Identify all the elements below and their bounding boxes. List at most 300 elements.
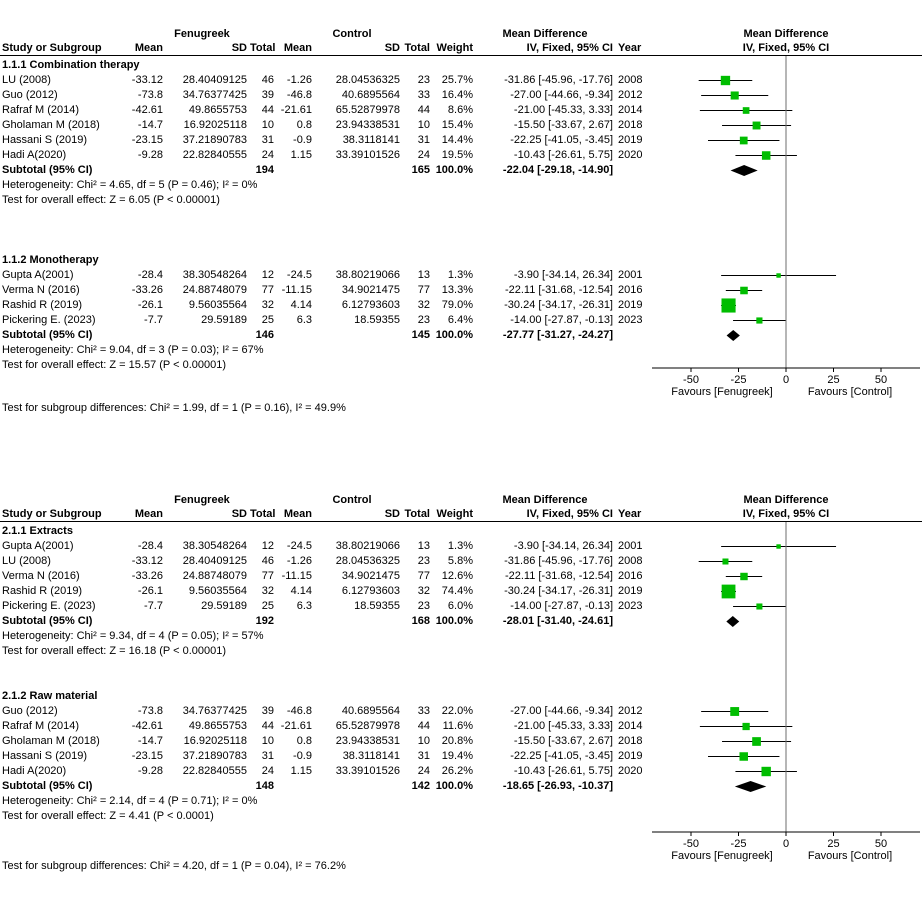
subtotal-md-ci: -18.65 [-26.93, -10.37]	[502, 780, 613, 792]
control-sd: 38.80219066	[335, 269, 400, 281]
axis-tick-label: -25	[730, 838, 747, 850]
md-ci: -27.00 [-44.66, -9.34]	[510, 89, 613, 101]
effect-marker	[776, 544, 780, 548]
study-name: Pickering E. (2023)	[2, 600, 96, 612]
col-fenugreek-mean: Mean	[134, 508, 163, 520]
col-weight: Weight	[436, 42, 473, 54]
md-ci: -15.50 [-33.67, 2.67]	[513, 119, 613, 131]
subtotal-control-total: 145	[411, 329, 430, 341]
control-sd: 40.6895564	[341, 705, 400, 717]
study-name: Verma N (2016)	[2, 284, 80, 296]
control-total: 32	[417, 585, 430, 597]
md-ci: -22.11 [-31.68, -12.54]	[504, 570, 613, 582]
fenugreek-mean: -42.61	[131, 104, 163, 116]
fenugreek-sd: 9.56035564	[188, 299, 247, 311]
md-ci: -22.25 [-41.05, -3.45]	[510, 134, 613, 146]
effect-marker	[739, 752, 748, 761]
fenugreek-total: 46	[261, 74, 274, 86]
weight: 74.4%	[441, 585, 473, 597]
subgroup-title: 2.1.1 Extracts	[2, 525, 73, 537]
subgroup-title: 2.1.2 Raw material	[2, 690, 98, 702]
favours-left-label: Favours [Fenugreek]	[671, 850, 773, 862]
control-total: 23	[417, 74, 430, 86]
md-ci: -31.86 [-45.96, -17.76]	[504, 555, 613, 567]
forest-plot-2	[0, 494, 922, 898]
md-ci: -21.00 [-45.33, 3.33]	[513, 720, 613, 732]
year: 2019	[618, 299, 643, 311]
fenugreek-total: 25	[261, 314, 274, 326]
heterogeneity-note: Heterogeneity: Chi² = 9.34, df = 4 (P = 0.05); I² = 57%	[2, 630, 264, 642]
fenugreek-mean: -73.8	[137, 705, 163, 717]
col-fenugreek-total: Total	[250, 42, 276, 54]
year: 2008	[618, 74, 643, 86]
control-mean: -0.9	[293, 134, 312, 146]
fenugreek-total: 44	[261, 104, 274, 116]
study-name: Gholaman M (2018)	[2, 119, 100, 131]
fenugreek-total: 77	[261, 284, 274, 296]
fenugreek-mean: -33.26	[131, 284, 163, 296]
control-sd: 38.3118141	[342, 134, 400, 146]
col-group-control: Control	[332, 494, 372, 506]
control-sd: 34.9021475	[341, 570, 400, 582]
subgroup-title: 1.1.2 Monotherapy	[2, 254, 99, 266]
year: 2008	[618, 555, 643, 567]
fenugreek-mean: -26.1	[137, 585, 163, 597]
fenugreek-sd: 24.88748079	[182, 570, 247, 582]
subtotal-label: Subtotal (95% CI)	[2, 615, 93, 627]
col-fenugreek-mean: Mean	[134, 42, 163, 54]
fenugreek-total: 31	[261, 750, 274, 762]
axis-tick-label: 25	[827, 838, 840, 850]
fenugreek-sd: 38.30548264	[182, 540, 247, 552]
fenugreek-mean: -14.7	[137, 119, 163, 131]
md-ci: -31.86 [-45.96, -17.76]	[504, 74, 613, 86]
md-ci: -10.43 [-26.61, 5.75]	[513, 765, 613, 777]
study-name: Pickering E. (2023)	[2, 314, 96, 326]
fenugreek-total: 25	[261, 600, 274, 612]
control-total: 24	[417, 149, 430, 161]
control-mean: 1.15	[290, 149, 312, 161]
year: 2019	[618, 134, 643, 146]
fenugreek-mean: -7.7	[144, 600, 163, 612]
control-sd: 33.39101526	[335, 765, 400, 777]
col-year: Year	[618, 508, 642, 520]
md-ci: -3.90 [-34.14, 26.34]	[513, 540, 613, 552]
year: 2012	[618, 705, 643, 717]
control-sd: 18.59355	[354, 600, 400, 612]
effect-marker	[743, 107, 750, 114]
md-ci: -30.24 [-34.17, -26.31]	[504, 585, 613, 597]
fenugreek-total: 10	[261, 119, 274, 131]
fenugreek-sd: 49.8655753	[188, 720, 247, 732]
plot-header-mean-difference: Mean Difference	[743, 28, 829, 40]
control-sd: 23.94338531	[335, 735, 400, 747]
control-mean: -11.15	[281, 570, 312, 582]
control-sd: 18.59355	[354, 314, 400, 326]
subtotal-fenugreek-total: 146	[255, 329, 274, 341]
control-mean: -11.15	[281, 284, 312, 296]
control-total: 33	[417, 89, 430, 101]
col-ci: IV, Fixed, 95% CI	[526, 42, 613, 54]
effect-marker	[762, 151, 771, 160]
heterogeneity-note: Heterogeneity: Chi² = 9.04, df = 3 (P = 0.03); I² = 67%	[2, 344, 264, 356]
forest-graph	[0, 494, 922, 898]
year: 2019	[618, 585, 643, 597]
axis-tick-label: 0	[782, 838, 790, 850]
effect-marker	[740, 287, 748, 295]
control-sd: 40.6895564	[341, 89, 400, 101]
fenugreek-total: 44	[261, 720, 274, 732]
year: 2019	[618, 750, 643, 762]
study-name: Gholaman M (2018)	[2, 735, 100, 747]
effect-marker	[753, 122, 761, 130]
effect-marker	[756, 317, 762, 323]
favours-left-label: Favours [Fenugreek]	[671, 386, 773, 398]
fenugreek-mean: -23.15	[131, 750, 163, 762]
weight: 6.4%	[447, 314, 473, 326]
fenugreek-sd: 29.59189	[201, 600, 247, 612]
fenugreek-total: 24	[261, 149, 274, 161]
control-mean: 0.8	[296, 119, 312, 131]
effect-marker	[740, 137, 748, 145]
fenugreek-sd: 37.21890783	[182, 750, 247, 762]
forest-plot-1	[0, 28, 922, 420]
subtotal-md-ci: -22.04 [-29.18, -14.90]	[502, 164, 613, 176]
fenugreek-sd: 28.40409125	[182, 555, 247, 567]
col-fenugreek-sd: SD	[231, 508, 247, 520]
fenugreek-mean: -9.28	[137, 149, 163, 161]
control-total: 23	[417, 600, 430, 612]
fenugreek-total: 46	[261, 555, 274, 567]
effect-marker	[730, 707, 739, 716]
control-total: 31	[417, 134, 430, 146]
axis-tick-label: -50	[683, 374, 699, 386]
year: 2018	[618, 119, 643, 131]
study-name: Hassani S (2019)	[2, 134, 87, 146]
control-mean: 1.15	[290, 765, 312, 777]
col-group-mean-difference: Mean Difference	[502, 494, 588, 506]
study-name: Guo (2012)	[2, 89, 58, 101]
subtotal-control-total: 142	[411, 780, 430, 792]
control-mean: 6.3	[296, 600, 312, 612]
fenugreek-sd: 24.88748079	[182, 284, 247, 296]
fenugreek-mean: -26.1	[137, 299, 163, 311]
control-sd: 6.12793603	[341, 299, 400, 311]
control-total: 13	[417, 540, 430, 552]
effect-marker	[731, 91, 739, 99]
year: 2012	[618, 89, 643, 101]
control-sd: 28.04536325	[335, 74, 400, 86]
col-control-total: Total	[404, 42, 430, 54]
control-mean: 4.14	[290, 299, 312, 311]
study-name: Hassani S (2019)	[2, 750, 87, 762]
fenugreek-mean: -33.12	[131, 74, 163, 86]
subtotal-diamond	[731, 165, 758, 176]
control-mean: 0.8	[296, 735, 312, 747]
col-group-control: Control	[332, 28, 372, 40]
fenugreek-total: 39	[261, 89, 274, 101]
subtotal-weight: 100.0%	[435, 780, 473, 792]
fenugreek-total: 39	[261, 705, 274, 717]
col-year: Year	[618, 42, 642, 54]
subtotal-diamond	[727, 330, 740, 341]
weight: 22.0%	[441, 705, 473, 717]
subgroup-differences-note: Test for subgroup differences: Chi² = 1.99, df = 1 (P = 0.16), I² = 49.9%	[2, 402, 346, 414]
col-control-sd: SD	[384, 508, 400, 520]
weight: 8.6%	[447, 104, 473, 116]
year: 2001	[618, 269, 643, 281]
md-ci: -15.50 [-33.67, 2.67]	[513, 735, 613, 747]
weight: 11.6%	[442, 720, 473, 732]
col-control-sd: SD	[384, 42, 400, 54]
md-ci: -30.24 [-34.17, -26.31]	[504, 299, 613, 311]
col-study: Study or Subgroup	[2, 42, 102, 54]
favours-right-label: Favours [Control]	[807, 386, 893, 398]
year: 2016	[618, 570, 643, 582]
md-ci: -22.25 [-41.05, -3.45]	[510, 750, 613, 762]
control-sd: 38.3118141	[342, 750, 400, 762]
md-ci: -14.00 [-27.87, -0.13]	[510, 314, 613, 326]
fenugreek-total: 32	[261, 585, 274, 597]
fenugreek-sd: 37.21890783	[182, 134, 247, 146]
control-mean: -21.61	[280, 720, 312, 732]
fenugreek-mean: -9.28	[137, 765, 163, 777]
md-ci: -27.00 [-44.66, -9.34]	[510, 705, 613, 717]
study-name: Gupta A(2001)	[2, 269, 74, 281]
fenugreek-total: 24	[261, 765, 274, 777]
year: 2014	[618, 720, 643, 732]
weight: 6.0%	[447, 600, 473, 612]
subtotal-control-total: 168	[411, 615, 430, 627]
axis-tick-label: 50	[874, 374, 888, 386]
year: 2014	[618, 104, 643, 116]
effect-marker	[721, 76, 730, 85]
axis-tick-label: 50	[874, 838, 888, 850]
control-total: 10	[417, 119, 430, 131]
subtotal-weight: 100.0%	[435, 164, 473, 176]
fenugreek-sd: 22.82840555	[182, 765, 247, 777]
fenugreek-mean: -33.12	[131, 555, 163, 567]
col-group-fenugreek: Fenugreek	[174, 28, 230, 40]
fenugreek-total: 32	[261, 299, 274, 311]
subtotal-label: Subtotal (95% CI)	[2, 329, 93, 341]
year: 2020	[618, 765, 643, 777]
control-total: 23	[417, 555, 430, 567]
study-name: Rafraf M (2014)	[2, 720, 80, 732]
control-total: 32	[417, 299, 430, 311]
fenugreek-sd: 22.82840555	[182, 149, 247, 161]
md-ci: -10.43 [-26.61, 5.75]	[513, 149, 613, 161]
overall-effect-note: Test for overall effect: Z = 4.41 (P < 0.0001)	[2, 810, 214, 822]
control-mean: -46.8	[286, 89, 312, 101]
control-total: 13	[417, 269, 430, 281]
col-group-fenugreek: Fenugreek	[174, 494, 230, 506]
md-ci: -21.00 [-45.33, 3.33]	[513, 104, 613, 116]
weight: 19.5%	[441, 149, 473, 161]
subtotal-md-ci: -27.77 [-31.27, -24.27]	[502, 329, 613, 341]
control-total: 10	[417, 735, 430, 747]
weight: 14.4%	[441, 134, 473, 146]
subgroup-title: 1.1.1 Combination therapy	[2, 59, 140, 71]
weight: 19.4%	[441, 750, 473, 762]
subtotal-fenugreek-total: 192	[255, 615, 274, 627]
fenugreek-sd: 16.92025118	[183, 119, 247, 131]
overall-effect-note: Test for overall effect: Z = 16.18 (P < 0.00001)	[2, 645, 227, 657]
year: 2018	[618, 735, 643, 747]
year: 2023	[618, 314, 643, 326]
fenugreek-mean: -23.15	[131, 134, 163, 146]
effect-marker	[722, 585, 736, 599]
fenugreek-mean: -14.7	[137, 735, 163, 747]
fenugreek-total: 12	[261, 269, 274, 281]
axis-tick-label: -25	[730, 374, 747, 386]
effect-marker	[776, 273, 780, 277]
col-control-mean: Mean	[283, 42, 312, 54]
effect-marker	[756, 603, 762, 609]
control-total: 44	[417, 104, 430, 116]
subtotal-md-ci: -28.01 [-31.40, -24.61]	[502, 615, 613, 627]
control-mean: 6.3	[296, 314, 312, 326]
effect-marker	[742, 723, 749, 730]
weight: 20.8%	[441, 735, 473, 747]
year: 2016	[618, 284, 643, 296]
control-total: 23	[417, 314, 430, 326]
effect-marker	[752, 737, 761, 746]
fenugreek-mean: -73.8	[137, 89, 163, 101]
col-control-mean: Mean	[283, 508, 312, 520]
subtotal-control-total: 165	[411, 164, 430, 176]
favours-right-label: Favours [Control]	[807, 850, 893, 862]
fenugreek-sd: 9.56035564	[188, 585, 247, 597]
weight: 1.3%	[447, 269, 473, 281]
weight: 79.0%	[441, 299, 473, 311]
study-name: Verma N (2016)	[2, 570, 80, 582]
control-mean: -21.61	[280, 104, 312, 116]
col-control-total: Total	[404, 508, 430, 520]
axis-tick-label: 0	[782, 374, 790, 386]
study-name: Guo (2012)	[2, 705, 58, 717]
control-mean: -46.8	[286, 705, 312, 717]
md-ci: -3.90 [-34.14, 26.34]	[513, 269, 613, 281]
subtotal-label: Subtotal (95% CI)	[2, 164, 93, 176]
fenugreek-total: 77	[261, 570, 274, 582]
control-total: 33	[417, 705, 430, 717]
effect-marker	[761, 767, 770, 776]
subtotal-diamond	[726, 616, 739, 627]
control-sd: 38.80219066	[335, 540, 400, 552]
fenugreek-mean: -42.61	[131, 720, 163, 732]
fenugreek-sd: 34.76377425	[182, 89, 247, 101]
control-mean: -24.5	[286, 269, 312, 281]
fenugreek-sd: 16.92025118	[183, 735, 247, 747]
control-total: 31	[417, 750, 430, 762]
study-name: Hadi A(2020)	[2, 149, 67, 161]
plot-header-ci: IV, Fixed, 95% CI	[742, 508, 830, 520]
subtotal-label: Subtotal (95% CI)	[2, 780, 93, 792]
control-sd: 65.52879978	[335, 104, 400, 116]
control-sd: 6.12793603	[341, 585, 400, 597]
fenugreek-sd: 29.59189	[201, 314, 247, 326]
weight: 16.4%	[441, 89, 473, 101]
control-sd: 23.94338531	[335, 119, 400, 131]
plot-header-ci: IV, Fixed, 95% CI	[742, 42, 830, 54]
control-total: 77	[417, 570, 430, 582]
weight: 5.8%	[447, 555, 473, 567]
forest-graph	[0, 28, 922, 420]
year: 2023	[618, 600, 643, 612]
fenugreek-sd: 49.8655753	[188, 104, 247, 116]
axis-tick-label: 25	[827, 374, 840, 386]
md-ci: -22.11 [-31.68, -12.54]	[504, 284, 613, 296]
subgroup-differences-note: Test for subgroup differences: Chi² = 4.20, df = 1 (P = 0.04), I² = 76.2%	[2, 860, 346, 872]
heterogeneity-note: Heterogeneity: Chi² = 2.14, df = 4 (P = 0.71); I² = 0%	[2, 795, 258, 807]
subtotal-fenugreek-total: 194	[255, 164, 274, 176]
col-weight: Weight	[436, 508, 473, 520]
weight: 13.3%	[441, 284, 473, 296]
weight: 26.2%	[441, 765, 473, 777]
fenugreek-sd: 34.76377425	[182, 705, 247, 717]
fenugreek-mean: -7.7	[144, 314, 163, 326]
control-mean: -0.9	[293, 750, 312, 762]
fenugreek-total: 31	[261, 134, 274, 146]
plot-header-mean-difference: Mean Difference	[743, 494, 829, 506]
fenugreek-total: 10	[261, 735, 274, 747]
col-ci: IV, Fixed, 95% CI	[526, 508, 613, 520]
weight: 25.7%	[441, 74, 473, 86]
control-total: 24	[417, 765, 430, 777]
study-name: Rafraf M (2014)	[2, 104, 80, 116]
study-name: Gupta A(2001)	[2, 540, 74, 552]
overall-effect-note: Test for overall effect: Z = 6.05 (P < 0.00001)	[2, 194, 220, 206]
year: 2001	[618, 540, 643, 552]
subtotal-diamond	[735, 781, 766, 792]
subtotal-weight: 100.0%	[435, 329, 473, 341]
control-total: 77	[417, 284, 430, 296]
control-sd: 28.04536325	[335, 555, 400, 567]
subtotal-weight: 100.0%	[435, 615, 473, 627]
control-mean: 4.14	[290, 585, 312, 597]
study-name: Rashid R (2019)	[2, 299, 83, 311]
effect-marker	[721, 298, 735, 312]
control-sd: 33.39101526	[335, 149, 400, 161]
control-mean: -24.5	[286, 540, 312, 552]
fenugreek-mean: -28.4	[137, 269, 163, 281]
col-fenugreek-total: Total	[250, 508, 276, 520]
effect-marker	[740, 573, 747, 580]
control-sd: 34.9021475	[341, 284, 400, 296]
fenugreek-sd: 28.40409125	[182, 74, 247, 86]
col-group-mean-difference: Mean Difference	[502, 28, 588, 40]
weight: 12.6%	[441, 570, 473, 582]
control-sd: 65.52879978	[335, 720, 400, 732]
year: 2020	[618, 149, 643, 161]
control-total: 44	[417, 720, 430, 732]
study-name: Rashid R (2019)	[2, 585, 83, 597]
col-fenugreek-sd: SD	[231, 42, 247, 54]
study-name: LU (2008)	[2, 555, 51, 567]
control-mean: -1.26	[286, 74, 312, 86]
subtotal-fenugreek-total: 148	[255, 780, 274, 792]
heterogeneity-note: Heterogeneity: Chi² = 4.65, df = 5 (P = 0.46); I² = 0%	[2, 179, 258, 191]
weight: 1.3%	[447, 540, 473, 552]
fenugreek-mean: -28.4	[137, 540, 163, 552]
col-study: Study or Subgroup	[2, 508, 102, 520]
study-name: LU (2008)	[2, 74, 51, 86]
axis-tick-label: -50	[683, 838, 699, 850]
effect-marker	[722, 558, 728, 564]
fenugreek-sd: 38.30548264	[182, 269, 247, 281]
overall-effect-note: Test for overall effect: Z = 15.57 (P < 0.00001)	[2, 359, 227, 371]
